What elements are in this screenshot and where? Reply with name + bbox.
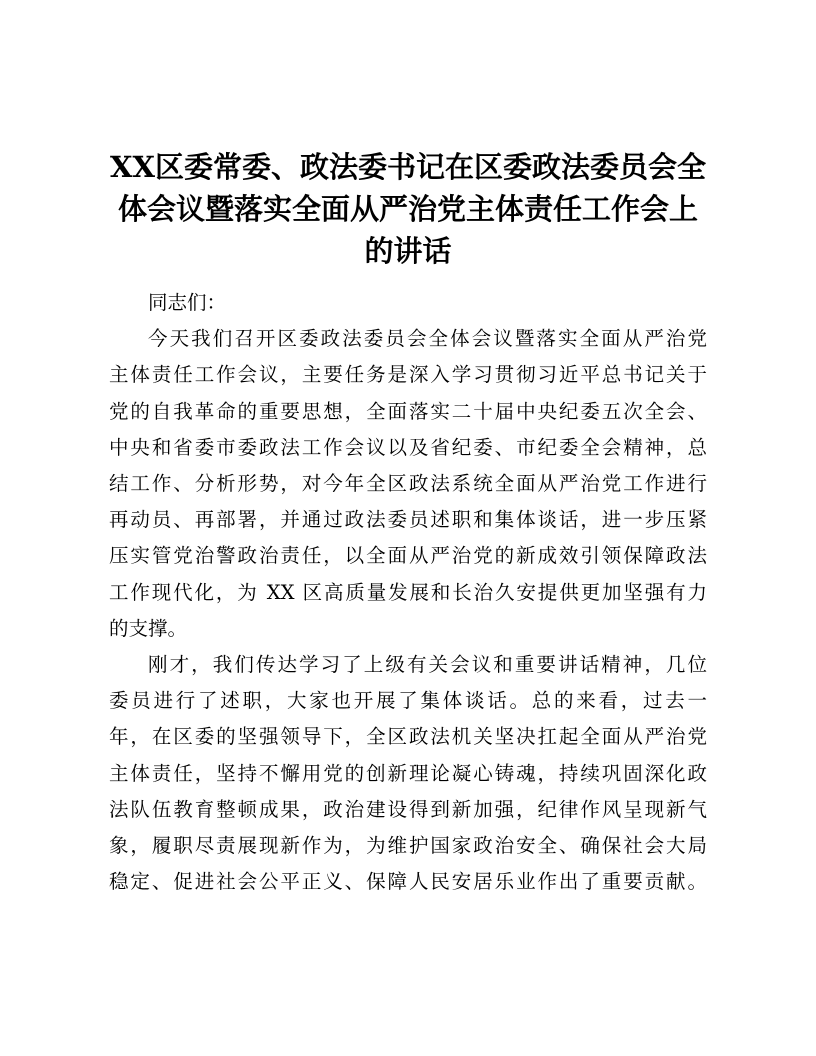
paragraph-line: 党的自我革命的重要思想，全面落实二十届中央纪委五次全会、 [109,399,707,423]
greeting: 同志们： [148,291,227,314]
paragraph-line: 结工作、分析形势，对今年全区政法系统全面从严治党工作进行 [109,472,707,496]
paragraph-line: 稳定、促进社会公平正义、保障人民安居乐业作出了重要贡献。 [109,870,707,894]
paragraph-line: 的支撑。 [109,616,188,640]
paragraph-line: 压实管党治警政治责任，以全面从严治党的新成效引领保障政法 [109,544,707,568]
paragraph-1 [109,321,707,647]
title-line: 体会议暨落实全面从严治党主体责任工作会上 [117,192,698,226]
document-body [109,285,707,900]
paragraph-line: 法队伍教育整顿成果，政治建设得到新加强，纪律作风呈现新气 [109,797,707,821]
paragraph-line: 主体责任，坚持不懈用党的创新理论凝心铸魂，持续巩固深化政 [109,761,707,785]
paragraph-line: 委员进行了述职，大家也开展了集体谈话。总的来看，过去一 [109,689,707,713]
paragraph-line: 刚才，我们传达学习了上级有关会议和重要讲话精神，几位 [148,653,707,677]
paragraph-line: 工作现代化，为 XX 区高质量发展和长治久安提供更加坚强有力 [109,580,707,604]
document-title [100,146,716,272]
paragraph-line: 再动员、再部署，并通过政法委员述职和集体谈话，进一步压紧 [109,508,707,532]
title-line: 的讲话 [364,234,452,268]
paragraph-line: 年，在区委的坚强领导下，全区政法机关坚决扛起全面从严治党 [109,725,707,749]
paragraph-line: 象，履职尽责展现新作为，为维护国家政治安全、确保社会大局 [109,834,707,858]
title-line: XX区委常委、政法委书记在区委政法委员会全 [109,150,706,184]
paragraph-line: 今天我们召开区委政法委员会全体会议暨落实全面从严治党 [148,327,707,351]
paragraph-2 [109,647,707,900]
paragraph-line: 主体责任工作会议，主要任务是深入学习贯彻习近平总书记关于 [109,363,707,387]
paragraph-line: 中央和省委市委政法工作会议以及省纪委、市纪委全会精神，总 [109,435,707,459]
